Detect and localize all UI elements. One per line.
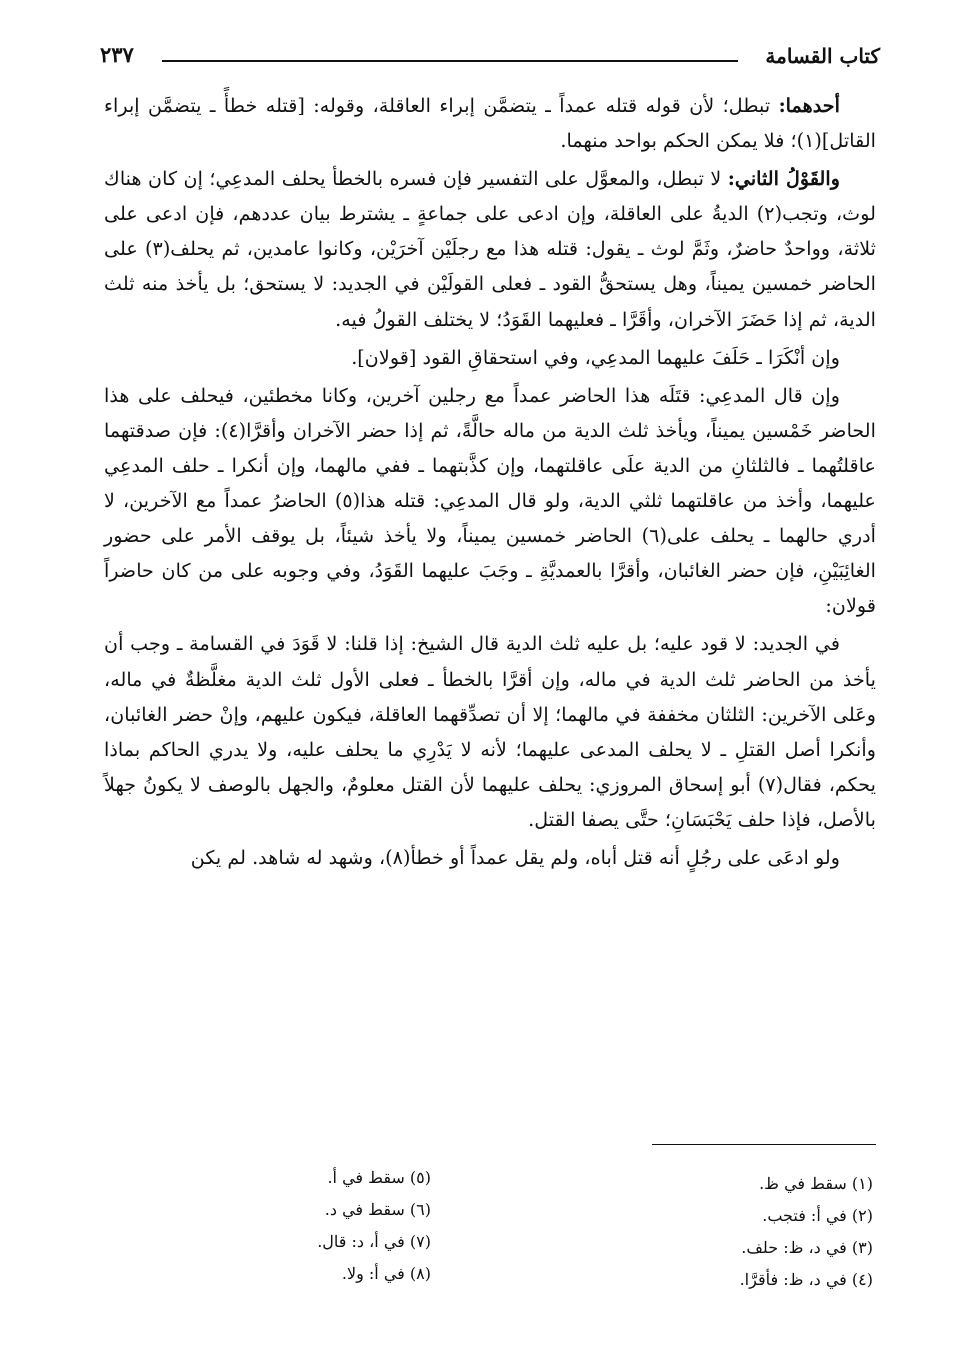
paragraph-text: ولو ادعَى على رجُلٍ أنه قتل أباه، ولم يقل عمداً أو خطأ(٨)، وشهد له شاهد. لم يكن	[190, 845, 840, 869]
paragraph-1	[104, 88, 876, 158]
footnote: (٨) في أ: ولا.	[341, 1264, 431, 1283]
footnote: (٥) سقط في أ.	[327, 1168, 431, 1187]
page-number: ٢٣٧	[100, 42, 134, 67]
paragraph-text: وإن قال المدعِي: قتَلَه هذا الحاضر عمداً مع رجلين آخرين، وكانا مخطئين، فيحلف على هذا الحاضر خَمْسين يميناً، ويأخذ ثلث الدية من ماله حالَّةً، ثم إذا حضر الآخران وأقرَّا(٤): فإن صدقتهما عاقلتُهما ـ فالثلثانِ من الدية علَى عاقلتهما، وإن كذَّبتهما ـ ففي مالهما، وإن أنكرا ـ حلف المدعِي عليهما، وأخذ من عاقلتهما ثلثي الدية، ولو قال المدعِي: قتله هذا(٥) الحاضرُ عمداً مع الآخرين، لا أدري حالهما ـ يحلف على(٦) الحاضر خمسين يميناً، ولا يأخذ شيئاً، بل يوقف الأمر على حضور الغائِبَيْنِ، فإن حضر الغائبان، وأقرَّا بالعمديَّةِ ـ وجَبَ عليهما القَوَدُ، وفي وجوبه على من كان حاضراً قولان:	[104, 383, 877, 618]
footnote: (٢) في أ: فتجب.	[762, 1206, 873, 1225]
footnote-rule	[652, 1144, 876, 1145]
footnote: (٧) في أ، د: قال.	[317, 1232, 431, 1251]
paragraph-text: في الجديد: لا قود عليه؛ بل عليه ثلث الدية قال الشيخ: إذا قلنا: لا قَوَدَ في القسامة ـ وجب أن يأخذ من الحاضر ثلث الدية في ماله، وإن أقرَّا بالخطأ ـ فعلى الأول ثلث الدية مغلَّظةٌ في ماله، وعَلى الآخرين: الثلثان مخففة في مالهما؛ إلا أن تصدِّقهما العاقلة، فيكون عليهم، وإنْ حضر الغائبان، وأنكرا أصل القتلِ ـ لا يحلف المدعى عليهما؛ لأنه لا يَدْرِي ما يحلف عليه، ولا يدري الحاكم بماذا يحكم، فقال(٧) أبو إسحاق المروزي: يحلف عليهما لأن القتل معلومٌ، والجهل بالوصف لا يكونُ جهلاً بالأصل، فإذا حلف يَحْبَسَانِ؛ حتَّى يصفا القتل.	[104, 632, 876, 831]
paragraph-5	[104, 626, 876, 837]
footnote: (١) سقط في ظ.	[759, 1174, 873, 1193]
paragraph-6	[104, 840, 876, 875]
footnotes-right-column	[603, 1168, 873, 1296]
paragraph-text: وإن أنْكَرَا ـ حَلَفَ عليهما المدعِي، وفي استحقاقِ القود [قولان].	[351, 345, 840, 369]
paragraph-text: لا تبطل، والمعوَّل على التفسير فإن فسره بالخطأ يحلف المدعِي؛ إن كان هناك لوث، وتجب(٢) الديةُ على العاقلة، وإن ادعى على جماعةٍ ـ يشترط بيان عددهم، فإن ادعى على ثلاثة، وواحدٌ حاضرٌ، وثَمَّ لوث ـ يقول: قتله هذا مع رجلَيْن آخرَيْن، وكانوا عامدين، ثم يحلف(٣) على الحاضر خمسين يميناً، وهل يستحقُّ القود ـ فعلى القولَيْن في الجديد: لا يستحق؛ بل يأخذ منه ثلث الدية، ثم إذا حَضَرَ الآخران، وأقَرَّا ـ فعليهما القَوَدُ؛ لا يختلف القولُ فيه.	[104, 167, 877, 331]
paragraph-3	[104, 340, 876, 375]
page-header	[100, 40, 880, 72]
footnote: (٤) في د، ظ: فأقرَّا.	[739, 1270, 873, 1289]
footnotes-left-column	[231, 1162, 431, 1290]
header-rule	[162, 60, 738, 62]
paragraph-4	[104, 378, 876, 624]
running-title: كتاب القسامة	[765, 44, 880, 68]
footnote: (٣) في د، ظ: حلف.	[741, 1238, 873, 1257]
paragraph-lead: أحدهما:	[778, 94, 840, 117]
paragraph-lead: والقَوْلُ الثاني:	[727, 167, 840, 191]
footnote: (٦) سقط في د.	[324, 1200, 431, 1219]
paragraph-2	[104, 161, 876, 336]
main-text	[104, 88, 876, 878]
paragraph-text: تبطل؛ لأن قوله قتله عمداً ـ يتضمَّن إبراء العاقلة، وقوله: [قتله خطأً ـ يتضمَّن إبراء القاتل](١)؛ فلا يمكن الحكم بواحد منهما.	[104, 94, 876, 153]
